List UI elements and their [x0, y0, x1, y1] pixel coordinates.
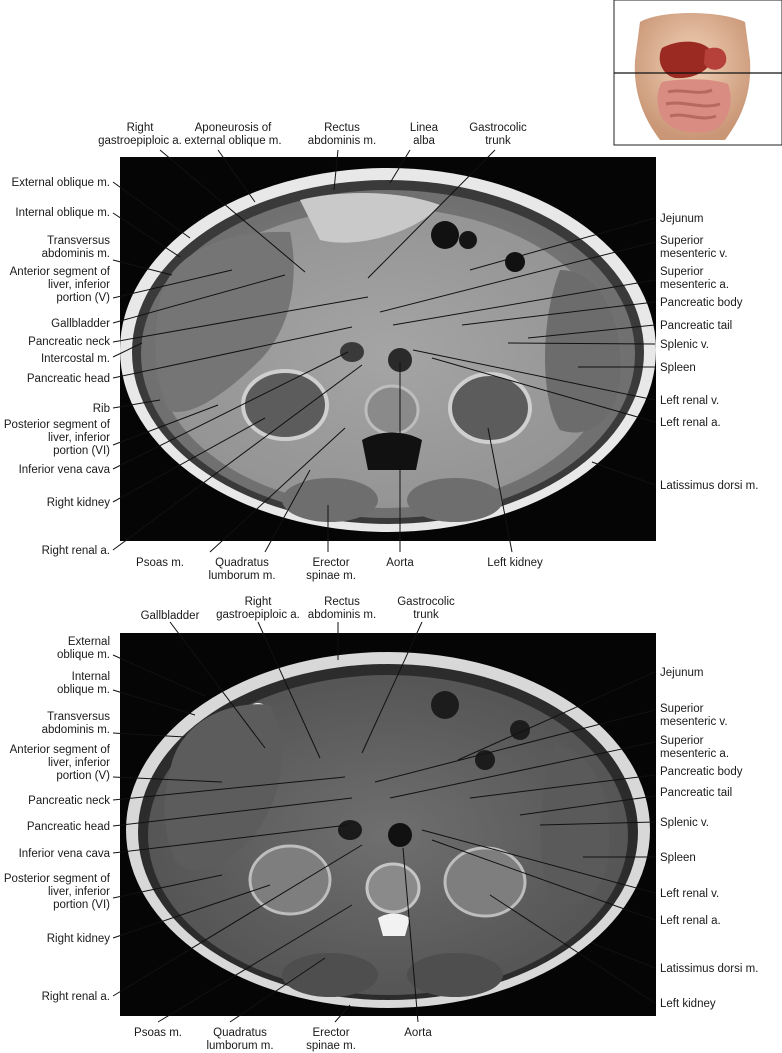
label-line: Superior — [660, 266, 704, 278]
label-line: Pancreatic body — [660, 766, 743, 778]
label-spleen — [660, 362, 696, 374]
label-line: Linea — [409, 122, 439, 134]
label-internal-oblique — [15, 207, 110, 219]
label-superior-mesenteric-v-2 — [660, 703, 728, 728]
label-gastrocolic-trunk-2 — [397, 596, 455, 621]
label-line: Gallbladder — [51, 318, 110, 330]
label-pancreatic-head — [27, 373, 110, 385]
label-line: portion (V) — [56, 770, 110, 782]
label-pancreatic-tail-2 — [660, 787, 732, 799]
label-pancreatic-neck — [28, 336, 110, 348]
label-line: abdominis m. — [41, 724, 110, 736]
label-line: Rectus — [324, 596, 360, 608]
label-line: Erector — [312, 557, 350, 569]
label-splenic-v — [660, 339, 709, 351]
label-aponeurosis-external-oblique — [184, 122, 281, 147]
label-pancreatic-body — [660, 297, 743, 309]
label-line: mesenteric a. — [660, 748, 730, 760]
label-pancreatic-tail — [660, 320, 732, 332]
label-posterior-segment-liver-2 — [4, 873, 111, 911]
label-line: Pancreatic tail — [660, 320, 733, 332]
label-line: Aorta — [386, 557, 414, 569]
label-psoas — [136, 557, 184, 569]
label-line: Anterior segment of — [9, 266, 110, 278]
label-line: Superior — [660, 735, 704, 747]
label-internal-oblique-2 — [57, 671, 110, 696]
label-superior-mesenteric-a-2 — [660, 735, 729, 760]
label-line: Spleen — [660, 362, 696, 374]
label-anterior-segment-liver-2 — [10, 744, 111, 782]
label-line: Left renal v. — [660, 888, 720, 900]
label-line: Inferior vena cava — [18, 848, 110, 860]
label-quadratus-lumborum — [208, 557, 275, 582]
label-line: Right renal a. — [41, 545, 110, 557]
label-line: Posterior segment of — [3, 873, 110, 885]
label-line: Rectus — [324, 122, 360, 134]
label-external-oblique-2 — [57, 636, 110, 661]
label-anterior-segment-liver — [10, 266, 111, 304]
label-line: liver, inferior — [48, 886, 110, 898]
label-pancreatic-neck-2 — [28, 795, 110, 807]
label-inferior-vena-cava-2 — [19, 848, 111, 860]
label-line: abdominis m. — [41, 248, 110, 260]
label-line: liver, inferior — [48, 279, 110, 291]
label-line: external oblique m. — [184, 135, 282, 147]
label-erector-spinae — [306, 557, 356, 582]
label-line: gastroepiploic a. — [216, 609, 300, 621]
label-line: Left renal a. — [660, 915, 721, 927]
label-right-gastroepiploic-a — [98, 122, 182, 147]
label-line: Latissimus dorsi m. — [660, 480, 759, 492]
label-line: spinae m. — [306, 570, 356, 582]
label-line: Right — [126, 122, 154, 134]
label-line: Pancreatic neck — [28, 795, 110, 807]
label-line: Gastrocolic — [469, 122, 527, 134]
label-line: Pancreatic tail — [660, 787, 733, 799]
label-line: Pancreatic neck — [28, 336, 110, 348]
label-line: Pancreatic head — [26, 821, 110, 833]
label-spleen-2 — [660, 852, 696, 864]
label-line: Transversus — [47, 235, 110, 247]
inset-torso-image — [614, 0, 782, 145]
label-line: Psoas m. — [136, 557, 184, 569]
label-line: liver, inferior — [48, 432, 110, 444]
label-gallbladder-2 — [141, 610, 200, 622]
label-rib — [93, 403, 110, 415]
label-line: Psoas m. — [134, 1027, 182, 1039]
label-latissimus-dorsi-2 — [660, 963, 758, 975]
label-line: mesenteric v. — [660, 248, 728, 260]
label-line: Spleen — [660, 852, 696, 864]
label-left-renal-a-2 — [660, 915, 721, 927]
label-right-renal-a-2 — [42, 991, 110, 1003]
label-latissimus-dorsi — [660, 480, 758, 492]
label-intercostal — [41, 353, 110, 365]
label-line: Splenic v. — [660, 339, 710, 351]
label-line: Left renal a. — [660, 417, 721, 429]
label-left-renal-v — [660, 395, 719, 407]
label-left-kidney-2 — [660, 998, 716, 1010]
label-right-renal-a — [42, 545, 110, 557]
label-line: trunk — [485, 135, 511, 147]
label-line: spinae m. — [306, 1040, 356, 1052]
label-line: Right kidney — [46, 933, 110, 945]
label-line: Latissimus dorsi m. — [660, 963, 759, 975]
label-line: Internal oblique m. — [15, 207, 110, 219]
label-rectus-abdominis-2 — [308, 596, 376, 621]
label-erector-spinae-2 — [306, 1027, 356, 1052]
label-transversus-abdominis-2 — [42, 711, 111, 736]
label-line: mesenteric v. — [660, 716, 728, 728]
label-jejunum-2 — [660, 667, 703, 679]
label-line: Quadratus — [215, 557, 269, 569]
label-line: Pancreatic body — [660, 297, 743, 309]
label-line: Jejunum — [660, 667, 704, 679]
label-line: Gallbladder — [140, 610, 200, 622]
label-line: External — [67, 636, 110, 648]
label-line: Pancreatic head — [26, 373, 110, 385]
label-line: Superior — [660, 703, 704, 715]
label-pancreatic-head-2 — [27, 821, 110, 833]
label-line: Inferior vena cava — [18, 464, 110, 476]
label-line: Intercostal m. — [40, 353, 110, 365]
label-aorta — [386, 557, 414, 569]
label-line: Right — [244, 596, 272, 608]
label-right-kidney-2 — [47, 933, 111, 945]
label-line: Posterior segment of — [3, 419, 110, 431]
label-line: abdominis m. — [307, 609, 377, 621]
label-line: mesenteric a. — [660, 279, 730, 291]
label-line: gastroepiploic a. — [98, 135, 182, 147]
label-line: portion (V) — [56, 292, 110, 304]
label-line: oblique m. — [56, 649, 110, 661]
label-line: oblique m. — [56, 684, 110, 696]
label-line: abdominis m. — [307, 135, 377, 147]
label-jejunum — [660, 213, 703, 225]
label-line: Left renal v. — [660, 395, 720, 407]
label-line: Gastrocolic — [397, 596, 455, 608]
label-line: alba — [413, 135, 435, 147]
label-line: lumborum m. — [208, 570, 276, 582]
label-line: Quadratus — [213, 1027, 267, 1039]
label-line: portion (VI) — [53, 445, 110, 457]
label-line: Aponeurosis of — [194, 122, 272, 134]
label-external-oblique — [12, 177, 110, 189]
label-superior-mesenteric-v — [660, 235, 728, 260]
label-line: trunk — [413, 609, 439, 621]
label-line: Left kidney — [660, 998, 716, 1010]
label-line: Right renal a. — [41, 991, 110, 1003]
label-line: Jejunum — [660, 213, 704, 225]
label-line: Aorta — [404, 1027, 432, 1039]
label-superior-mesenteric-a — [660, 266, 729, 291]
label-left-renal-a — [660, 417, 721, 429]
label-right-kidney — [47, 497, 111, 509]
label-line: Rib — [92, 403, 110, 415]
label-psoas-2 — [134, 1027, 182, 1039]
label-splenic-v-2 — [660, 817, 709, 829]
label-aorta-2 — [404, 1027, 432, 1039]
label-line: Erector — [312, 1027, 350, 1039]
label-linea-alba — [410, 122, 439, 147]
label-line: Superior — [660, 235, 704, 247]
label-left-renal-v-2 — [660, 888, 719, 900]
label-quadratus-lumborum-2 — [206, 1027, 273, 1052]
label-posterior-segment-liver — [4, 419, 111, 457]
label-rectus-abdominis — [308, 122, 376, 147]
label-line: Anterior segment of — [9, 744, 110, 756]
label-gallbladder — [51, 318, 110, 330]
label-gastrocolic-trunk — [469, 122, 527, 147]
label-transversus-abdominis — [42, 235, 111, 260]
label-line: Internal — [71, 671, 110, 683]
label-line: Transversus — [47, 711, 110, 723]
top-mri-image — [120, 157, 656, 541]
label-line: portion (VI) — [53, 899, 110, 911]
label-line: Right kidney — [46, 497, 110, 509]
label-left-kidney — [487, 557, 543, 569]
label-line: Left kidney — [487, 557, 543, 569]
label-line: lumborum m. — [206, 1040, 274, 1052]
label-line: liver, inferior — [48, 757, 110, 769]
label-inferior-vena-cava — [19, 464, 111, 476]
label-pancreatic-body-2 — [660, 766, 743, 778]
label-line: External oblique m. — [11, 177, 110, 189]
label-line: Splenic v. — [660, 817, 710, 829]
label-right-gastroepiploic-a-2 — [216, 596, 300, 621]
